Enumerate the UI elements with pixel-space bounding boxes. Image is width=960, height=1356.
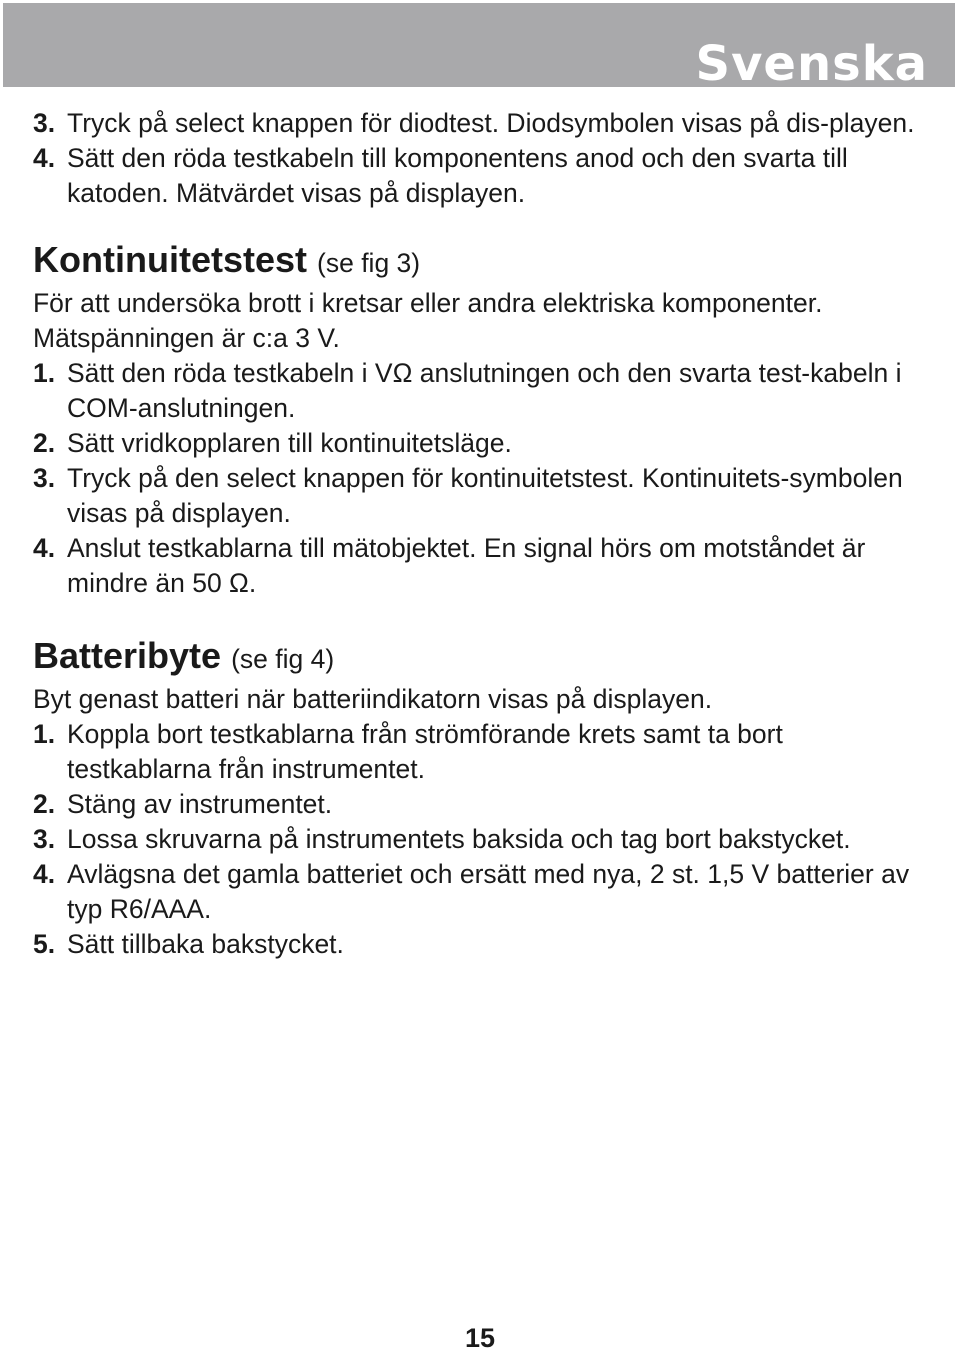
step-number: 3. [33,108,56,138]
list-item [33,787,933,822]
step-text: Tryck på den select knappen för kontinuitetstest. Kontinuitets-symbolen visas på displayen. [67,463,903,528]
language-title: Svenska [695,36,928,92]
step-number: 5. [33,929,56,959]
step-number: 2. [33,428,56,458]
step-text: Koppla bort testkablarna från strömförande krets samt ta bort testkablarna från instrumentet. [67,719,783,784]
step-number: 1. [33,358,56,388]
list-item [33,356,933,426]
list-item [33,717,933,787]
step-text: Sätt den röda testkabeln till komponentens anod och den svarta till katoden. Mätvärdet visas på displayen. [67,143,848,208]
list-item [33,531,933,601]
step-number: 3. [33,463,56,493]
step-text: Sätt den röda testkabeln i VΩ anslutningen och den svarta test-kabeln i COM-anslutningen. [67,358,902,423]
step-number: 4. [33,533,56,563]
step-text: Avlägsna det gamla batteriet och ersätt med nya, 2 st. 1,5 V batterier av typ R6/AAA. [67,859,910,924]
step-number: 2. [33,789,56,819]
step-number: 4. [33,859,56,889]
figure-reference: (se fig 3) [317,248,421,278]
list-item [33,927,933,962]
step-text: Lossa skruvarna på instrumentets baksida och tag bort bakstycket. [67,824,851,854]
page-number: 15 [464,1323,496,1353]
section-title: Kontinuitetstest [33,239,307,280]
list-item [33,461,933,531]
step-text: Anslut testkablarna till mätobjektet. En signal hörs om motståndet är mindre än 50 Ω. [67,533,866,598]
step-text: Sätt tillbaka bakstycket. [67,929,344,959]
step-text: Stäng av instrumentet. [67,789,333,819]
figure-reference: (se fig 4) [231,644,335,674]
section-heading-battery [33,633,933,682]
list-item [33,141,933,211]
step-number: 3. [33,824,56,854]
step-number: 1. [33,719,56,749]
step-number: 4. [33,143,56,173]
section-title: Batteribyte [33,635,222,676]
list-item [33,857,933,927]
step-text: Sätt vridkopplaren till kontinuitetsläge. [67,428,512,458]
step-text: Tryck på select knappen för diodtest. Diodsymbolen visas på dis-playen. [67,108,915,138]
section-intro: För att undersöka brott i kretsar eller andra elektriska komponenter. Mätspänningen är c:a 3 V. [33,288,823,353]
page-content [33,106,933,962]
section-intro: Byt genast batteri när batteriindikatorn visas på displayen. [33,684,713,714]
list-item [33,822,933,857]
section-heading-continuity [33,237,933,286]
list-item [33,426,933,461]
list-item [33,106,933,141]
